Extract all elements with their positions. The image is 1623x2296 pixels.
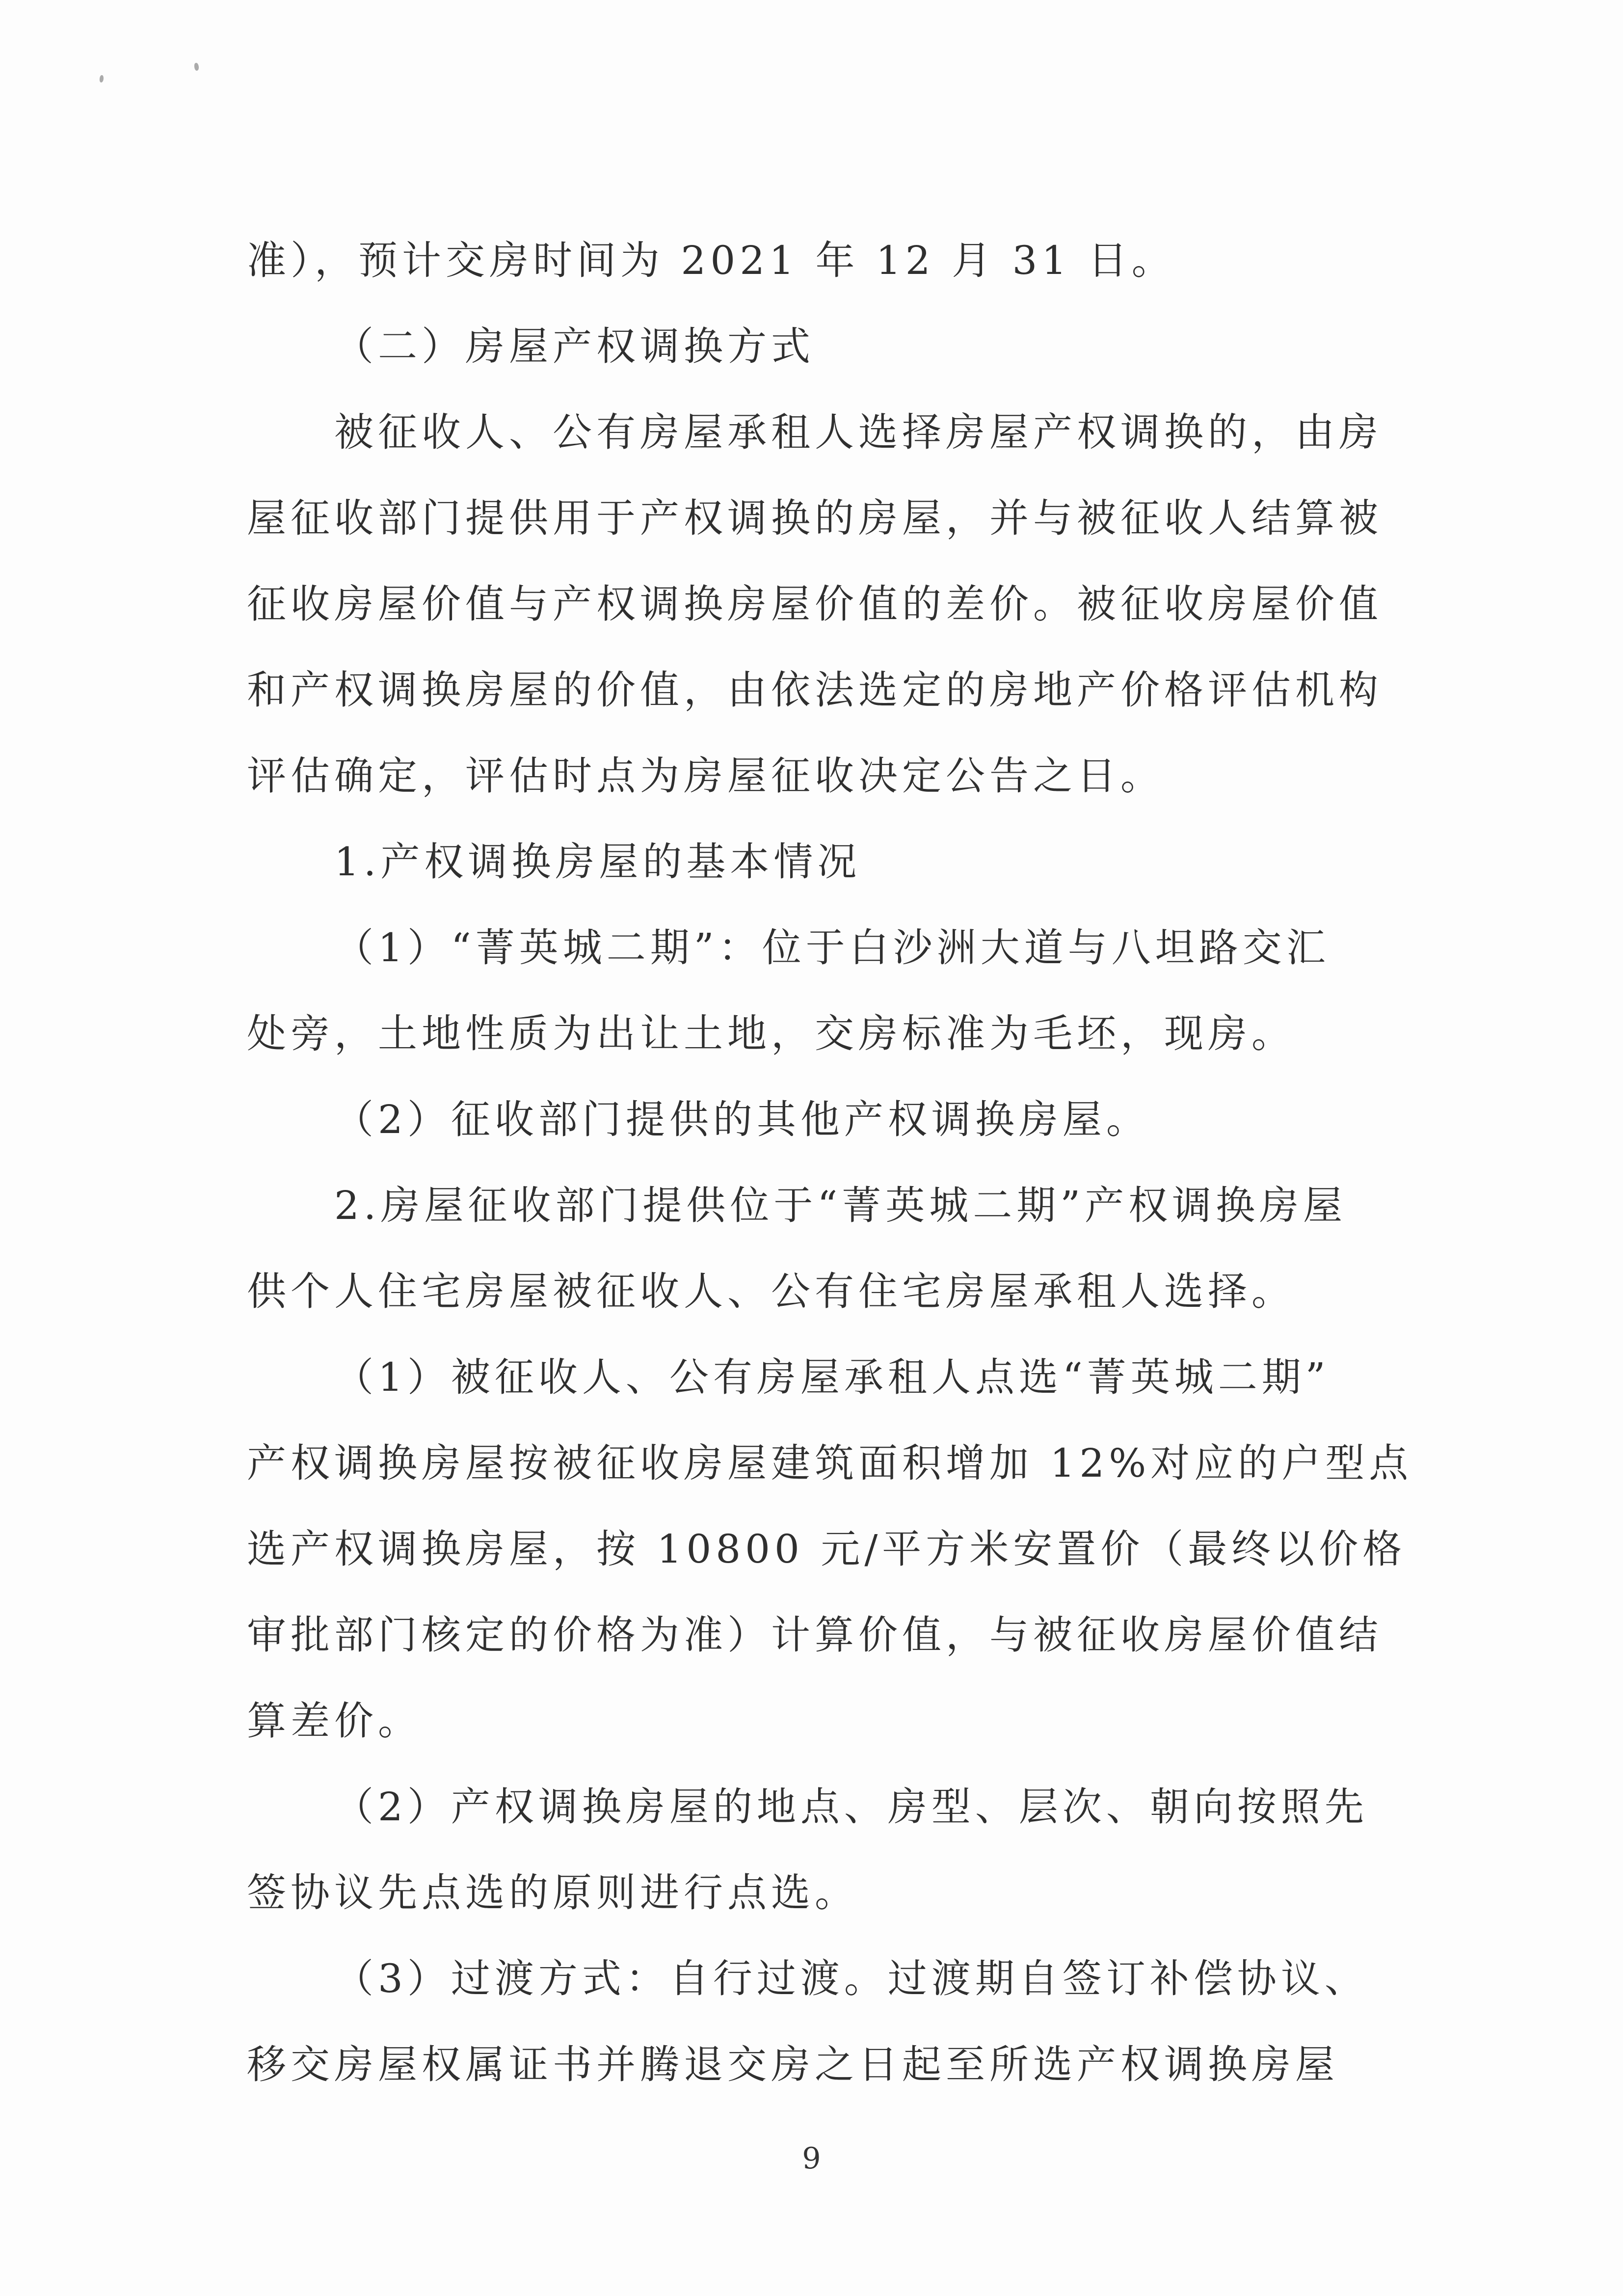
- text-line: 审批部门核定的价格为准）计算价值，与被征收房屋价值结: [247, 1612, 1383, 1658]
- text-line: （2）产权调换房屋的地点、房型、层次、朝向按照先: [334, 1784, 1368, 1830]
- text-line: （1）被征收人、公有房屋承租人点选“菁英城二期”: [334, 1354, 1330, 1400]
- page-number: 9: [802, 2141, 821, 2176]
- text-line: （1）“菁英城二期”：位于白沙洲大道与八坦路交汇: [334, 925, 1330, 971]
- text-line: 准），预计交房时间为 2021 年 12 月 31 日。: [247, 238, 1175, 283]
- scan-speckle-icon: [194, 63, 199, 71]
- text-line: 和产权调换房屋的价值，由依法选定的房地产价格评估机构: [247, 667, 1383, 713]
- text-line: 被征收人、公有房屋承租人选择房屋产权调换的，由房: [334, 409, 1383, 455]
- text-line: 屋征收部门提供用于产权调换的房屋，并与被征收人结算被: [247, 495, 1383, 541]
- text-line: 征收房屋价值与产权调换房屋价值的差价。被征收房屋价值: [247, 581, 1383, 627]
- text-line: （2）征收部门提供的其他产权调换房屋。: [334, 1097, 1150, 1142]
- text-line: 评估确定，评估时点为房屋征收决定公告之日。: [247, 753, 1164, 799]
- text-line: （3）过渡方式：自行过渡。过渡期自签订补偿协议、: [334, 1956, 1368, 2001]
- text-line: 供个人住宅房屋被征收人、公有住宅房屋承租人选择。: [247, 1269, 1295, 1314]
- text-line: 算差价。: [247, 1698, 422, 1744]
- text-line: 处旁，土地性质为出让土地，交房标准为毛坯，现房。: [247, 1011, 1295, 1056]
- text-line: 2.房屋征收部门提供位于“菁英城二期”产权调换房屋: [334, 1183, 1347, 1228]
- text-line: 产权调换房屋按被征收房屋建筑面积增加 12%对应的户型点: [247, 1440, 1413, 1486]
- text-line: 1.产权调换房屋的基本情况: [334, 839, 861, 885]
- text-line: （二）房屋产权调换方式: [334, 324, 815, 369]
- text-line: 签协议先点选的原则进行点选。: [247, 1870, 858, 1916]
- text-line: 移交房屋权属证书并腾退交房之日起至所选产权调换房屋: [247, 2042, 1339, 2087]
- document-body: [247, 217, 1413, 2107]
- scan-speckle-icon: [99, 75, 104, 83]
- text-line: 选产权调换房屋，按 10800 元/平方米安置价（最终以价格: [247, 1526, 1407, 1572]
